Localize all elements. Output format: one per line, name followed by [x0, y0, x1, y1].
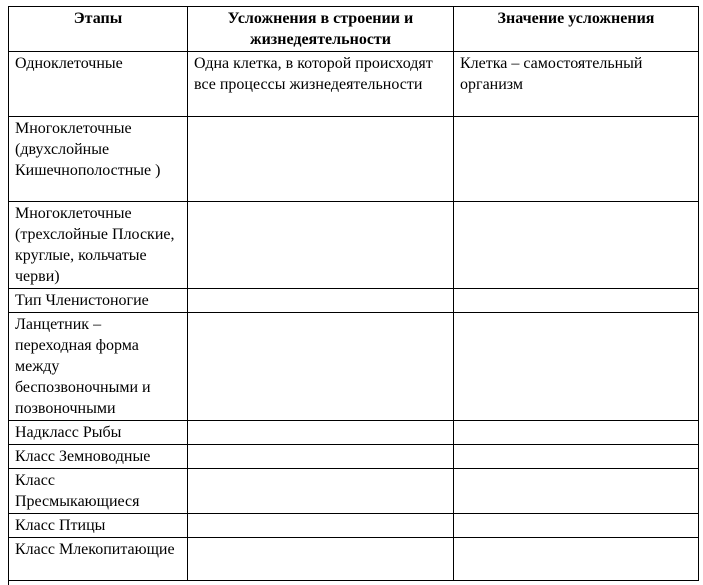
stage-cell: Класс Птицы: [9, 514, 188, 538]
complications-cell: [188, 514, 454, 538]
significance-cell: [454, 117, 699, 202]
complications-cell: [188, 421, 454, 445]
header-complications: Усложнения в строении и жизнедеятельности: [188, 7, 454, 52]
significance-cell: [454, 289, 699, 313]
stage-cell: Ланцетник – переходная форма между беспозвоночными и позвоночными: [9, 313, 188, 421]
complications-cell: [188, 469, 454, 514]
table-row: [9, 52, 699, 117]
stage-cell: Класс Пресмыкающиеся: [9, 469, 188, 514]
stage-cell: Класс Земноводные: [9, 445, 188, 469]
significance-cell: [454, 538, 699, 581]
stage-cell: Многоклеточные (двухслойные Кишечнополостные ): [9, 117, 188, 202]
significance-cell: Клетка – самостоятельный организм: [454, 52, 699, 117]
significance-cell: [454, 514, 699, 538]
significance-cell: [454, 445, 699, 469]
stage-cell: Надкласс Рыбы: [9, 421, 188, 445]
table-row: [9, 117, 699, 202]
complications-cell: [188, 538, 454, 581]
stage-cell: Класс Млекопитающие: [9, 538, 188, 581]
evolution-table: [8, 6, 699, 581]
complications-cell: [188, 117, 454, 202]
complications-cell: [188, 289, 454, 313]
significance-cell: [454, 202, 699, 289]
table-row: [9, 289, 699, 313]
significance-cell: [454, 469, 699, 514]
header-row: [9, 7, 699, 52]
table-row: [9, 538, 699, 581]
table-row: [9, 469, 699, 514]
header-stages: Этапы: [9, 7, 188, 52]
stage-cell: Многоклеточные (трехслойные Плоские, круглые, кольчатые черви): [9, 202, 188, 289]
table-row: [9, 445, 699, 469]
stage-cell: Тип Членистоногие: [9, 289, 188, 313]
table-row: [9, 514, 699, 538]
table-row: [9, 313, 699, 421]
complications-cell: [188, 202, 454, 289]
table-row: [9, 421, 699, 445]
significance-cell: [454, 421, 699, 445]
significance-cell: [454, 313, 699, 421]
complications-cell: Одна клетка, в которой происходят все процессы жизнедеятельности: [188, 52, 454, 117]
stage-cell: Одноклеточные: [9, 52, 188, 117]
page-edge-line: [8, 565, 9, 585]
complications-cell: [188, 445, 454, 469]
table-row: [9, 202, 699, 289]
header-significance: Значение усложнения: [454, 7, 699, 52]
complications-cell: [188, 313, 454, 421]
